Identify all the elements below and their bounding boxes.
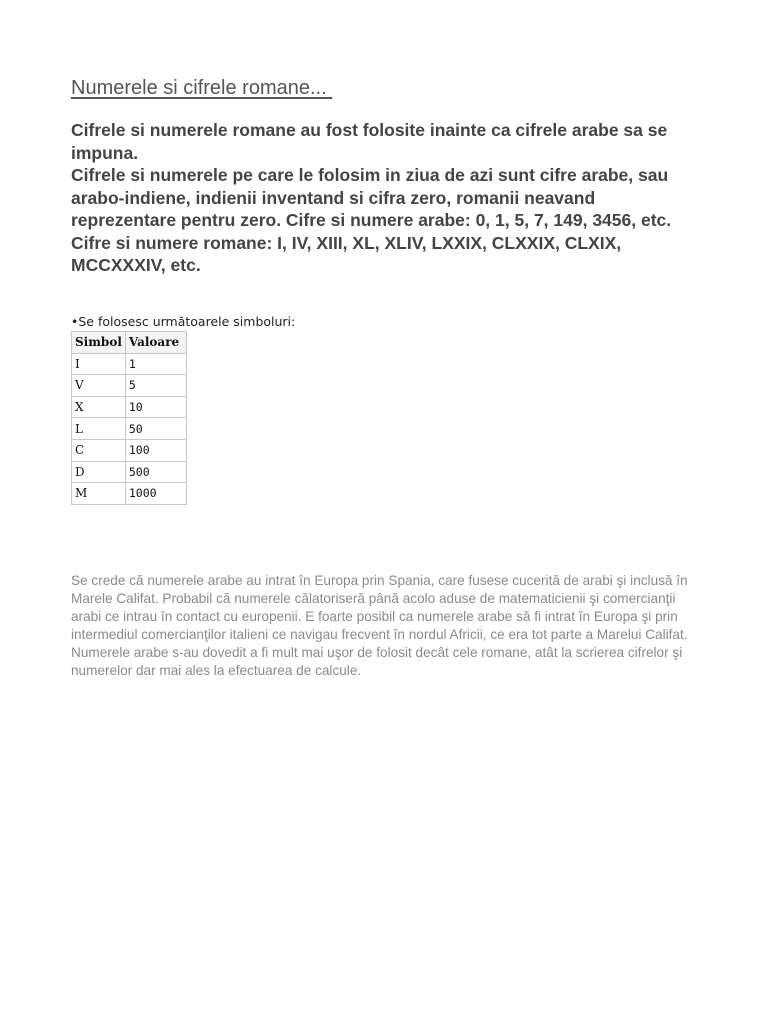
value-cell: 1	[125, 353, 186, 375]
table-row	[72, 439, 187, 461]
table-row	[72, 396, 187, 418]
value-cell: 5	[125, 375, 186, 397]
symbol-cell: L	[72, 418, 126, 440]
value-cell: 10	[125, 396, 186, 418]
symbol-cell: C	[72, 439, 126, 461]
value-cell: 1000	[125, 483, 186, 505]
value-cell: 50	[125, 418, 186, 440]
symbols-note: •Se folosesc următoarele simboluri:	[71, 314, 296, 329]
roman-symbols-table	[71, 331, 187, 505]
page-title: Numerele si cifrele romane...	[71, 77, 333, 99]
table-row	[72, 353, 187, 375]
symbol-cell: X	[72, 396, 126, 418]
table-row	[72, 418, 187, 440]
value-cell: 100	[125, 439, 186, 461]
symbol-cell: I	[72, 353, 126, 375]
table-row	[72, 461, 187, 483]
intro-paragraph: Cifrele si numerele pe care le folosim in ziua de azi sunt cifre arabe, sau arabo-indiene, indienii inventand si cifra zero, romanii neavand reprezentare pentru zero. Cifre si numere arabe: 0, 1, 5, 7, 149, 3456, etc.	[71, 165, 672, 230]
intro-block	[71, 119, 701, 277]
closing-paragraph: Se crede că numerele arabe au intrat în Europa prin Spania, care fusese cucerită de arabi şi inclusă în Marele Califat. Probabil că numerele călatoriseră până acolo aduse de matematicienii şi comercianţii arabi ce intrau în contact cu europenii. E foarte posibil ca numerele arabe să fi intrat în Europa şi prin intermediul comercianţilor italieni ce navigau frecvent în nordul Africii, ce era tot parte a Marelui Califat. Numerele arabe s-au dovedit a fi mult mai uşor de folosit decât cele romane, atât la scrierea cifrelor şi numerelor dar mai ales la efectuarea de calcule.	[71, 573, 688, 678]
symbol-cell: V	[72, 375, 126, 397]
table-row	[72, 375, 187, 397]
symbol-cell: M	[72, 483, 126, 505]
column-header-value: Valoare	[125, 332, 186, 354]
intro-paragraph: Cifrele si numerele romane au fost folosite inainte ca cifrele arabe sa se impuna.	[71, 120, 668, 163]
value-cell: 500	[125, 461, 186, 483]
table-header-row	[72, 332, 187, 354]
column-header-symbol: Simbol	[72, 332, 126, 354]
intro-paragraph: Cifre si numere romane: I, IV, XIII, XL, XLIV, LXXIX, CLXXIX, CLXIX, MCCXXXIV, etc.	[71, 232, 622, 275]
table-row	[72, 483, 187, 505]
symbol-cell: D	[72, 461, 126, 483]
